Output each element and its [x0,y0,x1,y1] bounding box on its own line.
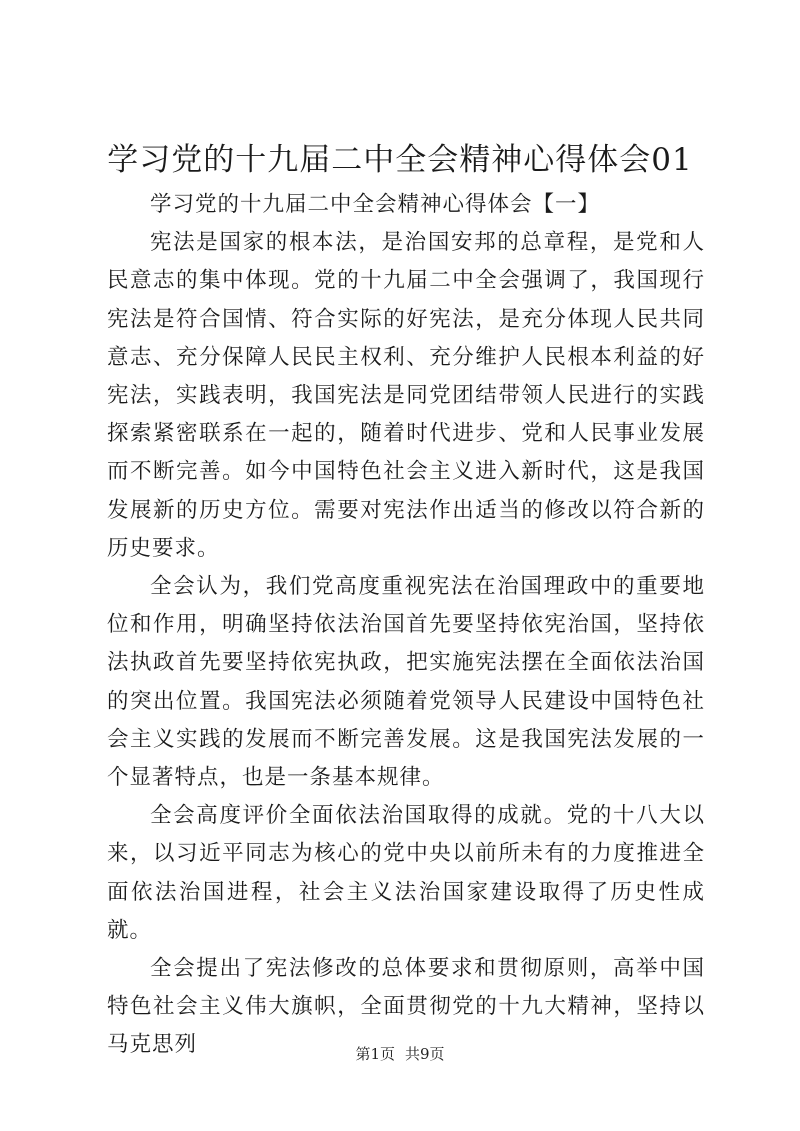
paragraph-4: 全会提出了宪法修改的总体要求和贯彻原则，高举中国特色社会主义伟大旗帜，全面贯彻党的十九大精神，坚持以马克思列 [107,956,705,1058]
paragraph-1: 宪法是国家的根本法，是治国安邦的总章程，是党和人民意志的集中体现。党的十九届二中全会强调了，我国现行宪法是符合国情、符合实际的好宪法，是充分体现人民共同意志、充分保障人民民主权利、充分维护人民根本利益的好宪法，实践表明，我国宪法是同党团结带领人民进行的实践探索紧密联系在一起的，随着时代进步、党和人民事业发展而不断完善。如今中国特色社会主义进入新时代，这是我国发展新的历史方位。需要对宪法作出适当的修改以符合新的历史要求。 [107,230,705,561]
document-body [107,186,705,1065]
page-footer [0,1043,800,1065]
document-subtitle: 学习党的十九届二中全会精神心得体会【一】 [150,192,601,217]
page-total: 共9页 [405,1045,445,1063]
document-title: 学习党的十九届二中全会精神心得体会01 [107,142,693,178]
paragraph-2: 全会认为，我们党高度重视宪法在治国理政中的重要地位和作用，明确坚持依法治国首先要坚持依宪治国，坚持依法执政首先要坚持依宪执政，把实施宪法摆在全面依法治国的突出位置。我国宪法必须随着党领导人民建设中国特色社会主义实践的发展而不断完善发展。这是我国宪法发展的一个显著特点，也是一条基本规律。 [107,574,705,791]
paragraph-3: 全会高度评价全面依法治国取得的成就。党的十八大以来，以习近平同志为核心的党中央以前所未有的力度推进全面依法治国进程，社会主义法治国家建设取得了历史性成就。 [107,803,705,943]
page-number: 第1页 [355,1045,395,1063]
